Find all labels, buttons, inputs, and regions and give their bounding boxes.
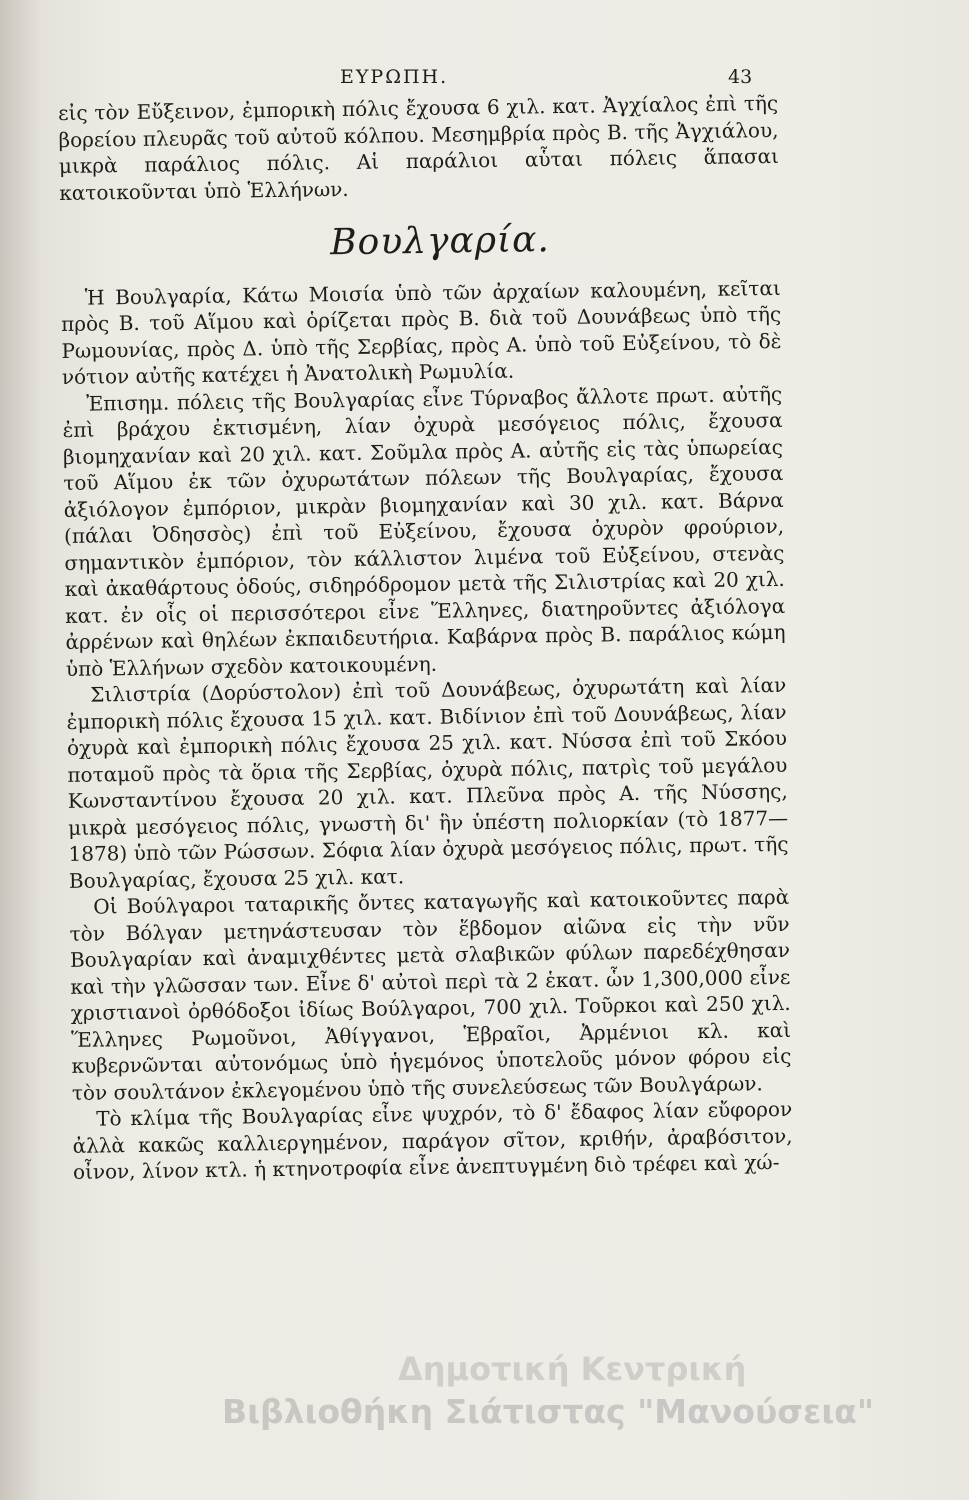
running-head: ΕΥΡΩΠΗ. xyxy=(340,66,449,88)
body-text xyxy=(58,90,793,1185)
library-watermark xyxy=(0,1350,969,1460)
page-header xyxy=(0,66,969,96)
watermark-line-1: Δημοτική Κεντρική xyxy=(398,1350,747,1388)
section-title: Βουλγαρία. xyxy=(329,219,551,264)
paragraph: Ἡ Βουλγαρία, Κάτω Μοισία ὑπὸ τῶν ἀρχαίων καλουμένη, κεῖται πρὸς Β. τοῦ Αἵμου καὶ ὁρίζεται πρὸς Β. διὰ τοῦ Δουνάβεως ὑπὸ τῆς Ρωμουνίας, πρὸς Δ. ὑπὸ τῆς Σερβίας, πρὸς Α. ὑπὸ τοῦ Εὐξείνου, τὸ δὲ νότιον αὐτῆς κατέχει ἡ Ἀνατολικὴ Ρωμυλία. xyxy=(60,275,782,389)
paragraph: Οἱ Βούλγαροι ταταρικῆς ὄντες καταγωγῆς καὶ κατοικοῦντες παρὰ τὸν Βόλγαν μετηνάστευσαν τὸν ἕβδομον αἰῶνα εἰς τὴν νῦν Βουλγαρίαν καὶ ἀναμιχθέντες μετὰ σλαβικῶν φύλων παρεδέχθησαν καὶ τὴν γλῶσσαν των. Εἶνε δ' αὐτοὶ περὶ τὰ 2 ἑκατ. ὧν 1,300,000 εἶνε χριστιανοὶ ὀρθόδοξοι ἰδίως Βούλγαροι, 700 χιλ. Τοῦρκοι καὶ 250 χιλ. Ἕλληνες Ρωμοῦνοι, Ἀθίγγανοι, Ἑβραῖοι, Ἀρμένιοι κλ. καὶ κυβερνῶνται αὐτονόμως ὑπὸ ἡγεμόνος ὑποτελοῦς μόνον φόρου εἰς τὸν σουλτάνον ἐκλεγομένου ὑπὸ τῆς συνελεύσεως τῶν Βουλγάρων. xyxy=(69,884,792,1105)
paragraph: Τὸ κλίμα τῆς Βουλγαρίας εἶνε ψυχρόν, τὸ δ' ἔδαφος λίαν εὔφορον ἀλλὰ κακῶς καλλιεργημένον, παράγον σῖτον, κριθήν, ἀραβόσιτον, οἶνον, λίνον κτλ. ἡ κτηνοτροφία εἶνε ἀνεπτυγμένη διὸ τρέφει καὶ χώ- xyxy=(72,1096,793,1184)
paragraph: Σιλιστρία (Δορύστολον) ἐπὶ τοῦ Δουνάβεως, ὀχυρωτάτη καὶ λίαν ἐμπορικὴ πόλις ἔχουσα 15 χιλ. κατ. Βιδίνιον ἐπὶ τοῦ Δουνάβεως, λίαν ὀχυρὰ καὶ ἐμπορικὴ πόλις ἔχουσα 25 χιλ. κατ. Νύσσα ἐπὶ τοῦ Σκόου ποταμοῦ πρὸς τὰ ὅρια τῆς Σερβίας, ὀχυρὰ πόλις, πατρὶς τοῦ μεγάλου Κωνσταντίνου ἔχουσα 20 χιλ. κατ. Πλεῦνα πρὸς Α. τῆς Νύσσης, μικρὰ μεσόγειος πόλις, γνωστὴ δι' ἣν ὑπέστη πολιορκίαν (τὸ 1877—1878) ὑπὸ τῶν Ρώσσων. Σόφια λίαν ὀχυρὰ μεσόγειος πόλις, πρωτ. τῆς Βουλγαρίας, ἔχουσα 25 χιλ. κατ. xyxy=(66,672,789,893)
paragraph: εἰς τὸν Εὔξεινον, ἐμπορικὴ πόλις ἔχουσα 6 χιλ. κατ. Ἀγχίαλος ἐπὶ τῆς βορείου πλευρᾶς τοῦ αὐτοῦ κόλπου. Μεσημβρία πρὸς Β. τῆς Ἀγχιάλου, μικρὰ παράλιος πόλις. Αἱ παράλιοι αὗται πόλεις ἅπασαι κατοικοῦνται ὑπὸ Ἑλλήνων. xyxy=(58,90,780,205)
paragraph: Ἐπισημ. πόλεις τῆς Βουλγαρίας εἶνε Τύρναβος ἄλλοτε πρωτ. αὐτῆς ἐπὶ βράχου ἐκτισμένη, λίαν ὀχυρὰ μεσόγειος πόλις, ἔχουσα βιομηχανίαν καὶ 20 χιλ. κατ. Σοῦμλα πρὸς Α. αὐτῆς εἰς τὰς ὑπωρείας τοῦ Αἵμου ἐκ τῶν ὀχυρωτάτων πόλεων τῆς Βουλγαρίας, ἔχουσα ἀξιόλογον ἐμπόριον, μικρὰν βιομηχανίαν καὶ 30 χιλ. κατ. Βάρνα (πάλαι Ὀδησσὸς) ἐπὶ τοῦ Εὐξείνου, ἔχουσα ὀχυρὸν φρούριον, σημαντικὸν ἐμπόριον, τὸν κάλλιστον λιμένα τοῦ Εὐξείνου, στενὰς καὶ ἀκαθάρτους ὁδούς, σιδηρόδρομον μετὰ τῆς Σιλιστρίας καὶ 20 χιλ. κατ. ἐν οἷς οἱ περισσότεροι εἶνε Ἕλληνες, διατηροῦντες ἀξιόλογα ἀρρένων καὶ θηλέων ἐκπαιδευτήρια. Καβάρνα πρὸς Β. παράλιος κώμη ὑπὸ Ἑλλήνων σχεδὸν κατοικουμένη. xyxy=(62,381,786,681)
page-number: 43 xyxy=(728,66,753,88)
watermark-line-2: Βιβλιοθήκη Σιάτιστας "Μανούσεια" xyxy=(222,1392,875,1431)
